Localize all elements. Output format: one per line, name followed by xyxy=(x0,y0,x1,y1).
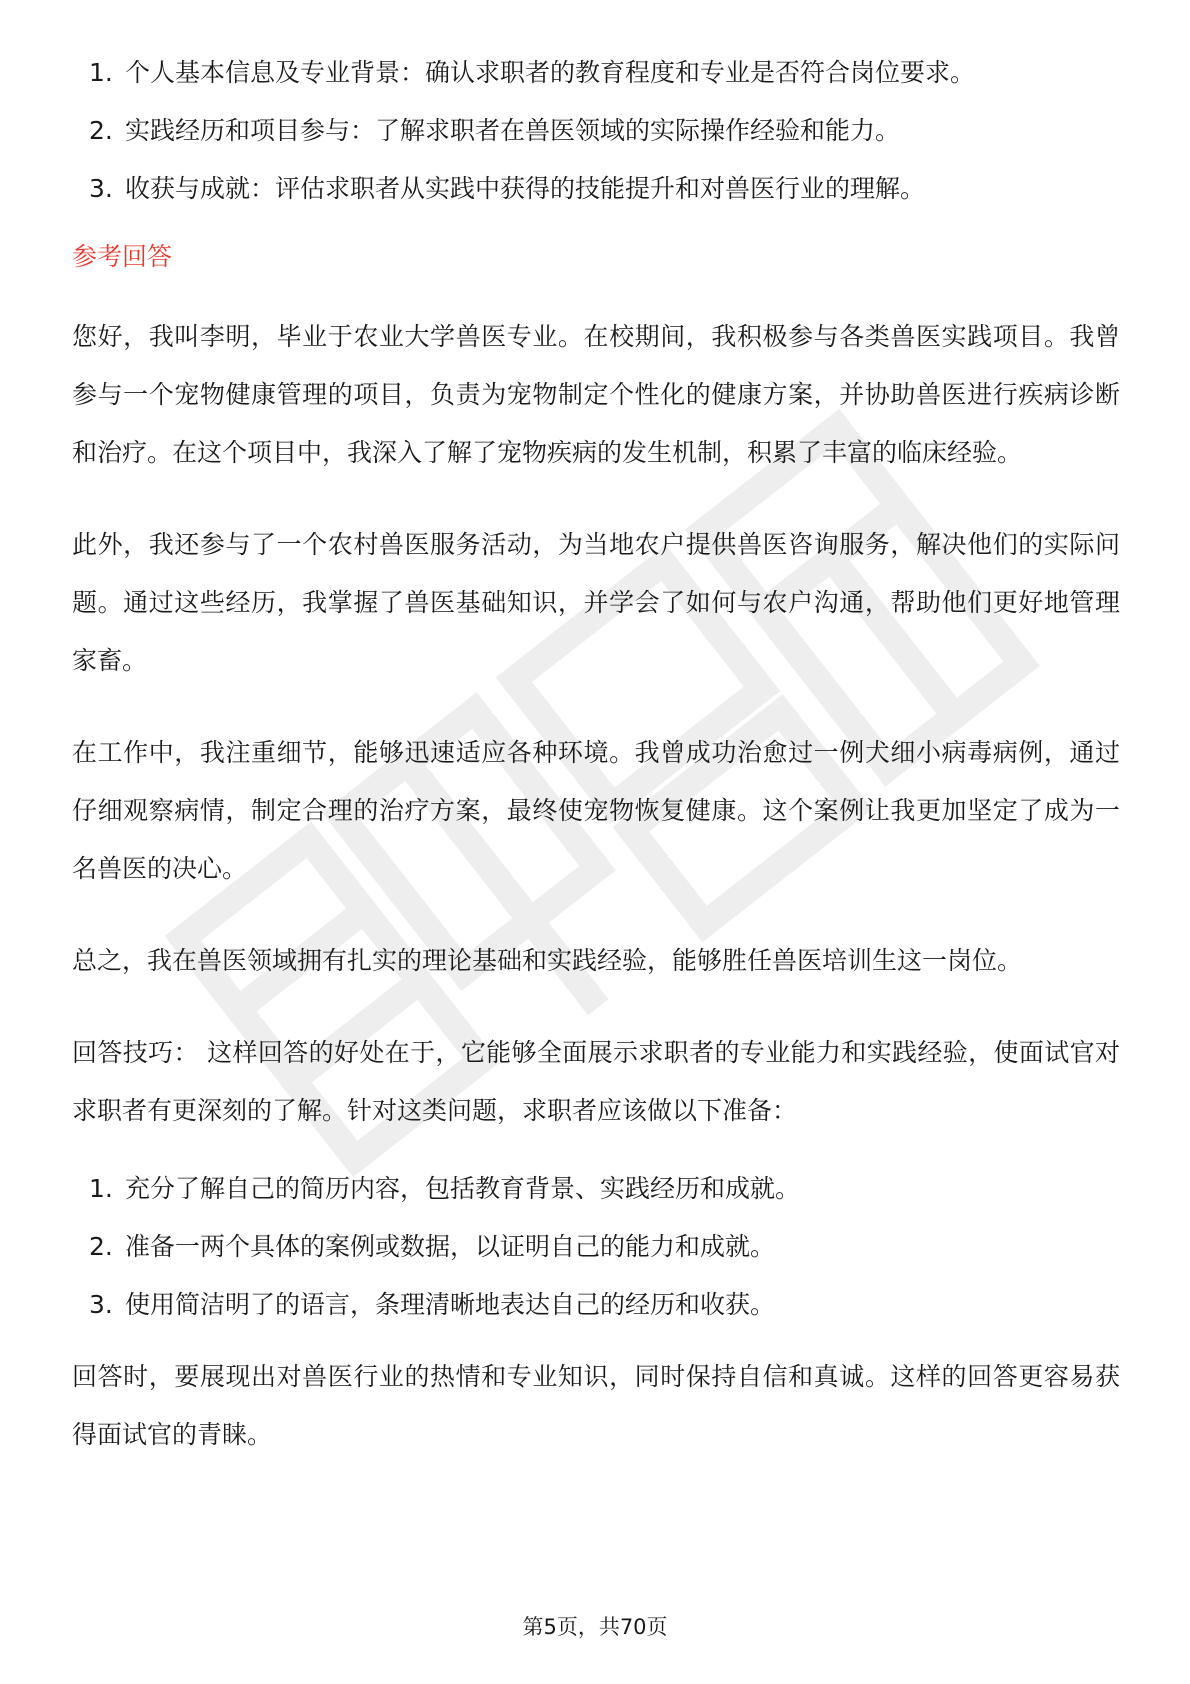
list-item-text: 个人基本信息及专业背景：确认求职者的教育程度和专业是否符合岗位要求。 xyxy=(125,58,976,87)
list-item xyxy=(72,1174,1120,1204)
list-item-text: 准备一两个具体的案例或数据，以证明自己的能力和成就。 xyxy=(125,1232,776,1261)
list-item xyxy=(72,1290,1120,1320)
answer-tips-paragraph: 回答技巧： 这样回答的好处在于，它能够全面展示求职者的专业能力和实践经验，使面试官对求职者有更深刻的了解。针对这类问题，求职者应该做以下准备： xyxy=(72,1038,1120,1125)
list-number: 3. xyxy=(89,174,113,203)
list-number: 2. xyxy=(89,116,113,145)
list-item xyxy=(72,174,1120,204)
answer-paragraph-2: 此外，我还参与了一个农村兽医服务活动，为当地农户提供兽医咨询服务，解决他们的实际问题。通过这些经历，我掌握了兽医基础知识，并学会了如何与农户沟通，帮助他们更好地管理家畜。 xyxy=(72,530,1120,675)
answer-paragraph-1: 您好，我叫李明，毕业于农业大学兽医专业。在校期间，我积极参与各类兽医实践项目。我曾参与一个宠物健康管理的项目，负责为宠物制定个性化的健康方案，并协助兽医进行疾病诊断和治疗。在这个项目中，我深入了解了宠物疾病的发生机制，积累了丰富的临床经验。 xyxy=(72,322,1120,467)
section-heading: 参考回答 xyxy=(72,242,173,271)
answer-paragraph-3: 在工作中，我注重细节，能够迅速适应各种环境。我曾成功治愈过一例犬细小病毒病例，通过仔细观察病情，制定合理的治疗方案，最终使宠物恢复健康。这个案例让我更加坚定了成为一名兽医的决心。 xyxy=(72,738,1120,883)
list-number: 2. xyxy=(89,1232,113,1261)
list-item xyxy=(72,116,1120,146)
answer-paragraph-4: 总之，我在兽医领域拥有扎实的理论基础和实践经验，能够胜任兽医培训生这一岗位。 xyxy=(72,946,1023,975)
list-item-text: 收获与成就：评估求职者从实践中获得的技能提升和对兽医行业的理解。 xyxy=(125,174,926,203)
tips-list xyxy=(72,1174,1120,1320)
intro-list xyxy=(72,58,1120,204)
page-number-footer: 第5页，共70页 xyxy=(522,1615,668,1639)
list-item-text: 充分了解自己的简历内容，包括教育背景、实践经历和成就。 xyxy=(125,1174,801,1203)
list-item-text: 实践经历和项目参与：了解求职者在兽医领域的实际操作经验和能力。 xyxy=(125,116,901,145)
list-number: 1. xyxy=(89,1174,113,1203)
page-content xyxy=(72,58,1120,1498)
list-number: 3. xyxy=(89,1290,113,1319)
closing-paragraph: 回答时，要展现出对兽医行业的热情和专业知识，同时保持自信和真诚。这样的回答更容易获得面试官的青睐。 xyxy=(72,1362,1120,1449)
list-number: 1. xyxy=(89,58,113,87)
list-item xyxy=(72,1232,1120,1262)
list-item xyxy=(72,58,1120,88)
list-item-text: 使用简洁明了的语言，条理清晰地表达自己的经历和收获。 xyxy=(125,1290,776,1319)
